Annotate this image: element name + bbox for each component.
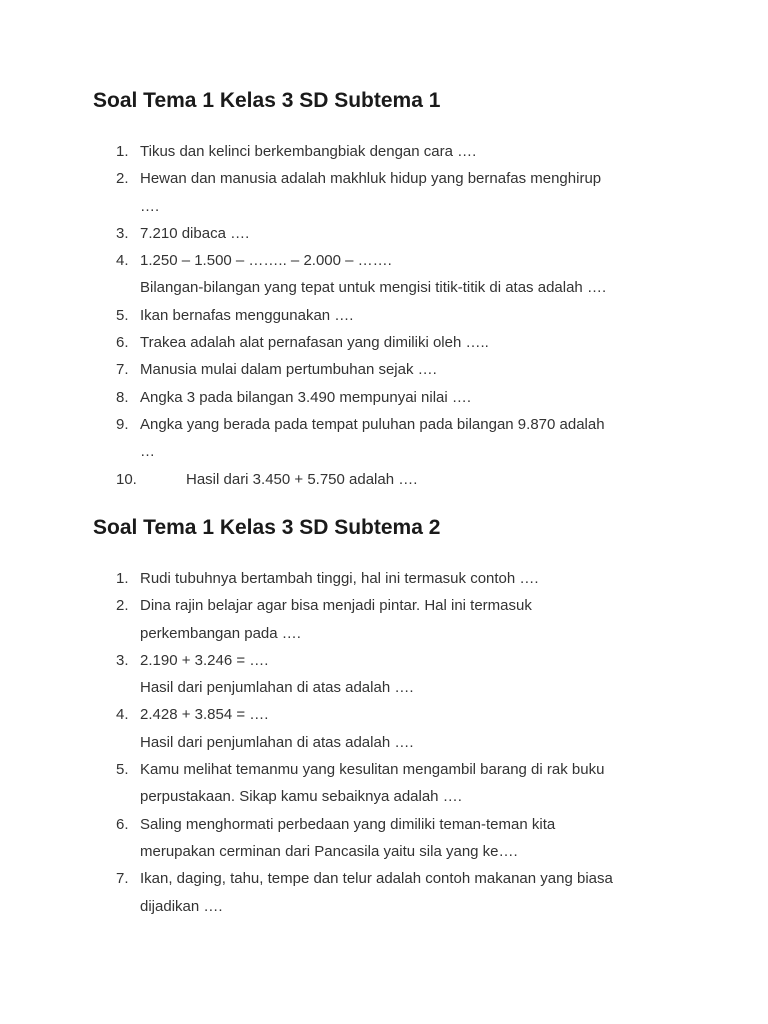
question-text [140,302,670,329]
question-text-line: dijadikan …. [140,897,223,915]
question-item [0,647,768,702]
question-text-line: Angka yang berada pada tempat puluhan pada bilangan 9.870 adalah [140,415,605,433]
question-text-line: 7.210 dibaca …. [140,224,250,242]
question-text [140,138,670,165]
question-text [140,384,670,411]
question-text [140,329,670,356]
question-item [0,220,768,247]
question-item [0,356,768,383]
question-number: 8. [116,388,129,406]
question-number: 9. [116,415,129,433]
question-number: 3. [116,651,129,669]
question-text-line: Hasil dari penjumlahan di atas adalah …. [140,733,414,751]
question-text [140,165,670,220]
question-text-line: … [140,443,155,461]
question-number: 5. [116,306,129,324]
question-text-line: Rudi tubuhnya bertambah tinggi, hal ini termasuk contoh …. [140,570,539,587]
question-number: 4. [116,252,129,270]
question-number: 3. [116,224,129,242]
question-text [140,647,670,702]
question-text-line: Angka 3 pada bilangan 3.490 mempunyai nilai …. [140,388,472,406]
question-item [0,865,768,920]
question-item [0,165,768,220]
question-number: 5. [116,761,129,779]
question-text-line: 2.190 + 3.246 = …. [140,651,269,669]
question-number: 1. [116,570,129,587]
question-number: 2. [116,170,129,188]
question-item [0,592,768,647]
question-text [140,592,670,647]
question-text-line: Dina rajin belajar agar bisa menjadi pintar. Hal ini termasuk [140,597,532,615]
question-text [140,701,670,756]
question-text [140,865,670,920]
question-text [140,220,670,247]
question-item [0,247,768,302]
question-text [186,466,716,493]
section-title-subtema-2: Soal Tema 1 Kelas 3 SD Subtema 2 [93,516,441,539]
question-text-line: Ikan bernafas menggunakan …. [140,306,354,324]
question-text-line: Hewan dan manusia adalah makhluk hidup yang bernafas menghirup [140,170,602,188]
question-number: 6. [116,815,129,833]
question-number: 10. [116,470,137,488]
question-text-line: merupakan cerminan dari Pancasila yaitu sila yang ke…. [140,842,518,860]
question-item [0,302,768,329]
question-text [140,756,670,811]
question-text-line: Ikan, daging, tahu, tempe dan telur adalah contoh makanan yang biasa [140,870,613,888]
question-number: 7. [116,361,129,379]
question-item [0,466,768,493]
question-text-line: Hasil dari 3.450 + 5.750 adalah …. [186,470,418,488]
question-text-line: 2.428 + 3.854 = …. [140,706,269,724]
question-text [140,356,670,383]
question-item [0,701,768,756]
question-text [140,411,670,466]
question-text-line: Bilangan-bilangan yang tepat untuk mengisi titik-titik di atas adalah …. [140,279,607,297]
question-text-line: Trakea adalah alat pernafasan yang dimiliki oleh ….. [140,334,489,352]
question-item [0,384,768,411]
question-text-line: Kamu melihat temanmu yang kesulitan mengambil barang di rak buku [140,761,605,779]
question-text-line: perkembangan pada …. [140,624,301,642]
question-item [0,756,768,811]
question-number: 4. [116,706,129,724]
question-item [0,565,768,592]
question-number: 7. [116,870,129,888]
question-text-line: Hasil dari penjumlahan di atas adalah …. [140,679,414,697]
question-list-subtema-2 [0,565,768,920]
question-text-line: 1.250 – 1.500 – …….. – 2.000 – ……. [140,252,392,270]
question-number: 1. [116,143,129,160]
question-text [140,811,670,866]
question-number: 6. [116,334,129,352]
question-text-line: perpustakaan. Sikap kamu sebaiknya adalah …. [140,788,462,806]
question-text-line: Saling menghormati perbedaan yang dimiliki teman-teman kita [140,815,556,833]
question-text-line: Manusia mulai dalam pertumbuhan sejak …. [140,361,437,379]
question-item [0,329,768,356]
question-item [0,138,768,165]
question-text [140,247,670,302]
question-number: 2. [116,597,129,615]
question-text-line: …. [140,197,160,215]
question-text [140,565,670,592]
section-title-subtema-1: Soal Tema 1 Kelas 3 SD Subtema 1 [93,89,441,112]
question-item [0,811,768,866]
question-list-subtema-1 [0,138,768,493]
question-item [0,411,768,466]
question-text-line: Tikus dan kelinci berkembangbiak dengan cara …. [140,143,477,160]
